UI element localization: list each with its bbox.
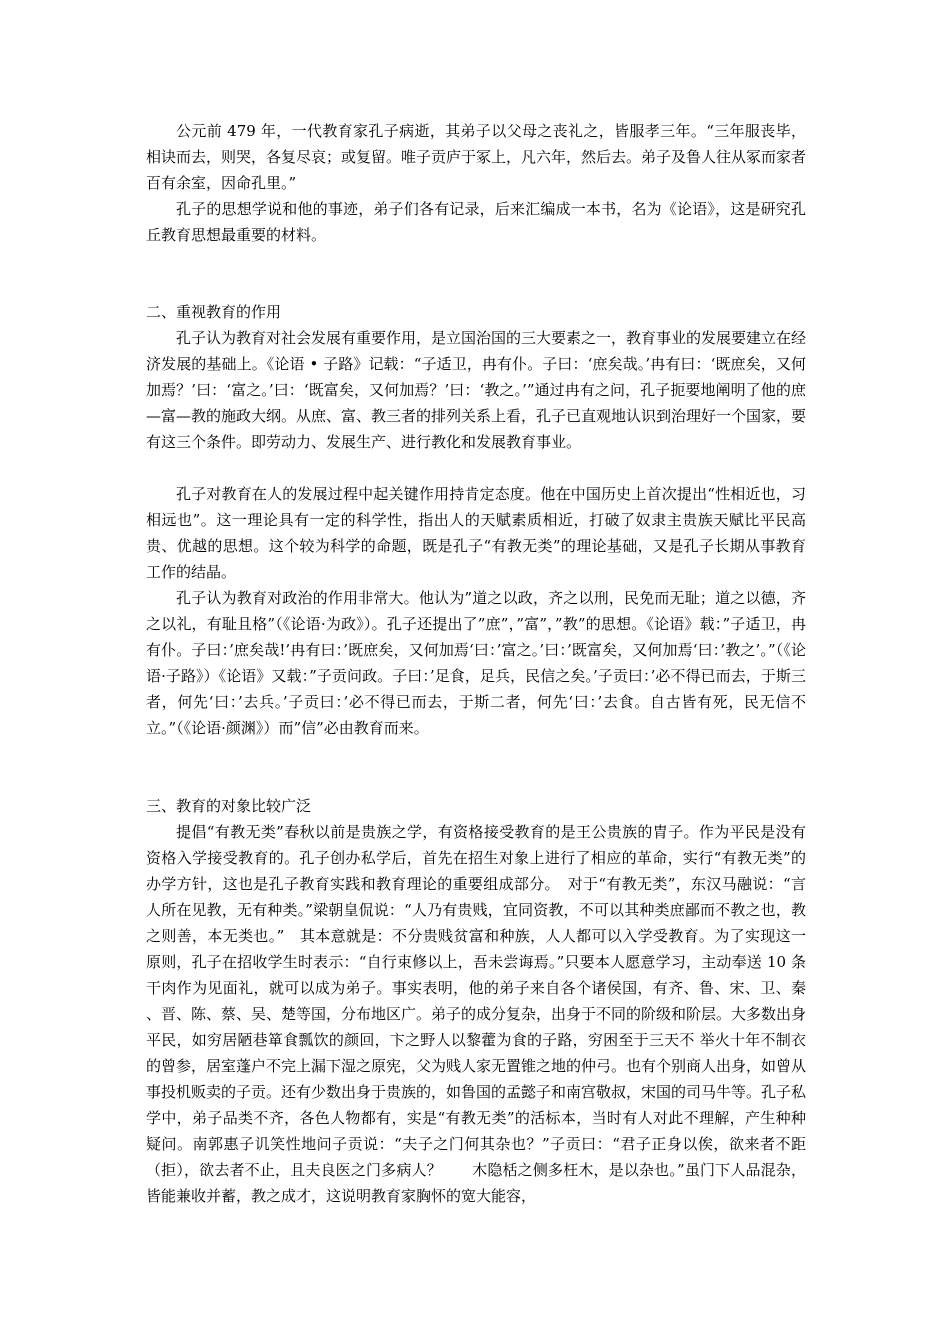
section-2-paragraph-3: 孔子认为教育对政治的作用非常大。他认为”道之以政，齐之以刑，民免而无耻；道之以德，齐之以礼，有耻且格”（《论语·为政》）。孔子还提出了”庶”，”富”，”教”的思想。《论语》载：”子适卫，冉有仆。子曰：’庶矣哉!’冉有曰：’既庶矣，又何加焉‘曰：’富之。’曰：’既富矣，又何加焉‘曰：’教之’。”（《论语·子路》）《论语》又载：”子贡问政。子曰：’足食，足兵，民信之矣。’子贡曰：’必不得已而去，于斯三者，何先‘曰：’去兵。’子贡曰：’必不得已而去，于斯二者，何先‘曰：’去食。自古皆有死，民无信不立。”（《论语·颜渊》）而”信”必由教育而来。	[146, 589, 806, 737]
section-3-heading: 三、教育的对象比较广泛	[146, 797, 312, 815]
section-3-paragraph-1: 提倡“有教无类”春秋以前是贵族之学，有资格接受教育的是王公贵族的胄子。作为平民是没有资格入学接受教育的。孔子创办私学后，首先在招生对象上进行了相应的革命，实行“有教无类”的办学方针，这也是孔子教育实践和教育理论的重要组成部分。 对于“有教无类”，东汉马融说：“言人所在见教，无有种类。”梁朝皇侃说：“人乃有贵贱，宜同资教，不可以其种类庶鄙而不教之也，教之则善，本无类也。” 其本意就是：不分贵贱贫富和种族，人人都可以入学受教育。为了实现这一原则，孔子在招收学生时表示：“自行束修以上，吾未尝诲焉。”只要本人愿意学习，主动奉送 10 条干肉作为见面礼，就可以成为弟子。事实表明，他的弟子来自各个诸侯国，有齐、鲁、宋、卫、秦 、晋、陈、蔡、吴、楚等国，分布地区广。弟子的成分复杂，出身于不同的阶级和阶层。大多数出身平民，如穷居陋巷箪食瓢饮的颜回，卞之野人以黎藿为食的子路，穷困至于三天不 举火十年不制衣的曾参，居室蓬户不完上漏下湿之原宪，父为贱人家无置锥之地的仲弓。也有个别商人出身，如曾从事投机贩卖的子贡。还有少数出身于贵族的，如鲁国的孟懿子和南宫敬叔，宋国的司马牛等。孔子私学中，弟子品类不齐，各色人物都有，实是“有教无类”的活标本，当时有人对此不理解，产生种种疑问。南郭惠子讥笑性地问子贡说：“夫子之门何其杂也？”子贡曰：“君子正身以俟，欲来者不距（拒），欲去者不止，且夫良医之门多病人？ 木隐栝之侧多枉木，是以杂也。”虽门下人品混杂，皆能兼收并蓄，教之成才，这说明教育家胸怀的宽大能容，	[146, 823, 807, 1205]
intro-paragraph-1: 公元前 479 年，一代教育家孔子病逝，其弟子以父母之丧礼之，皆服孝三年。“三年服丧毕，相诀而去，则哭，各复尽哀；或复留。唯子贡庐于冢上，凡六年，然后去。弟子及鲁人往从冢而家者百有余室，因命孔里。”	[146, 122, 807, 192]
section-2-paragraph-2: 孔子对教育在人的发展过程中起关键作用持肯定态度。他在中国历史上首次提出“性相近也，习相远也”。这一理论具有一定的科学性，指出人的天赋素质相近，打破了奴隶主贵族天赋比平民高贵、优越的思想。这个较为科学的命题，既是孔子“有教无类”的理论基础，又是孔子长期从事教育工作的结晶。	[146, 485, 806, 581]
section-2-heading: 二、重视教育的作用	[146, 303, 282, 321]
section-2-paragraph-1: 孔子认为教育对社会发展有重要作用，是立国治国的三大要素之一，教育事业的发展要建立在经济发展的基础上。《论语 • 子路》记载：“子适卫，冉有仆。子曰：‘庶矣哉。’冉有曰：‘既庶矣，又何加焉？’曰：‘富之。’曰：‘既富矣，又何加焉？’曰：‘教之。’”通过冉有之问，孔子扼要地阐明了他的庶—富—教的施政大纲。从庶、富、教三者的排列关系上看，孔子已直观地认识到治理好一个国家，要有这三个条件。即劳动力、发展生产、进行教化和发展教育事业。	[146, 329, 807, 451]
intro-paragraph-2: 孔子的思想学说和他的事迹，弟子们各有记录，后来汇编成一本书，名为《论语》，这是研究孔丘教育思想最重要的材料。	[146, 200, 806, 244]
